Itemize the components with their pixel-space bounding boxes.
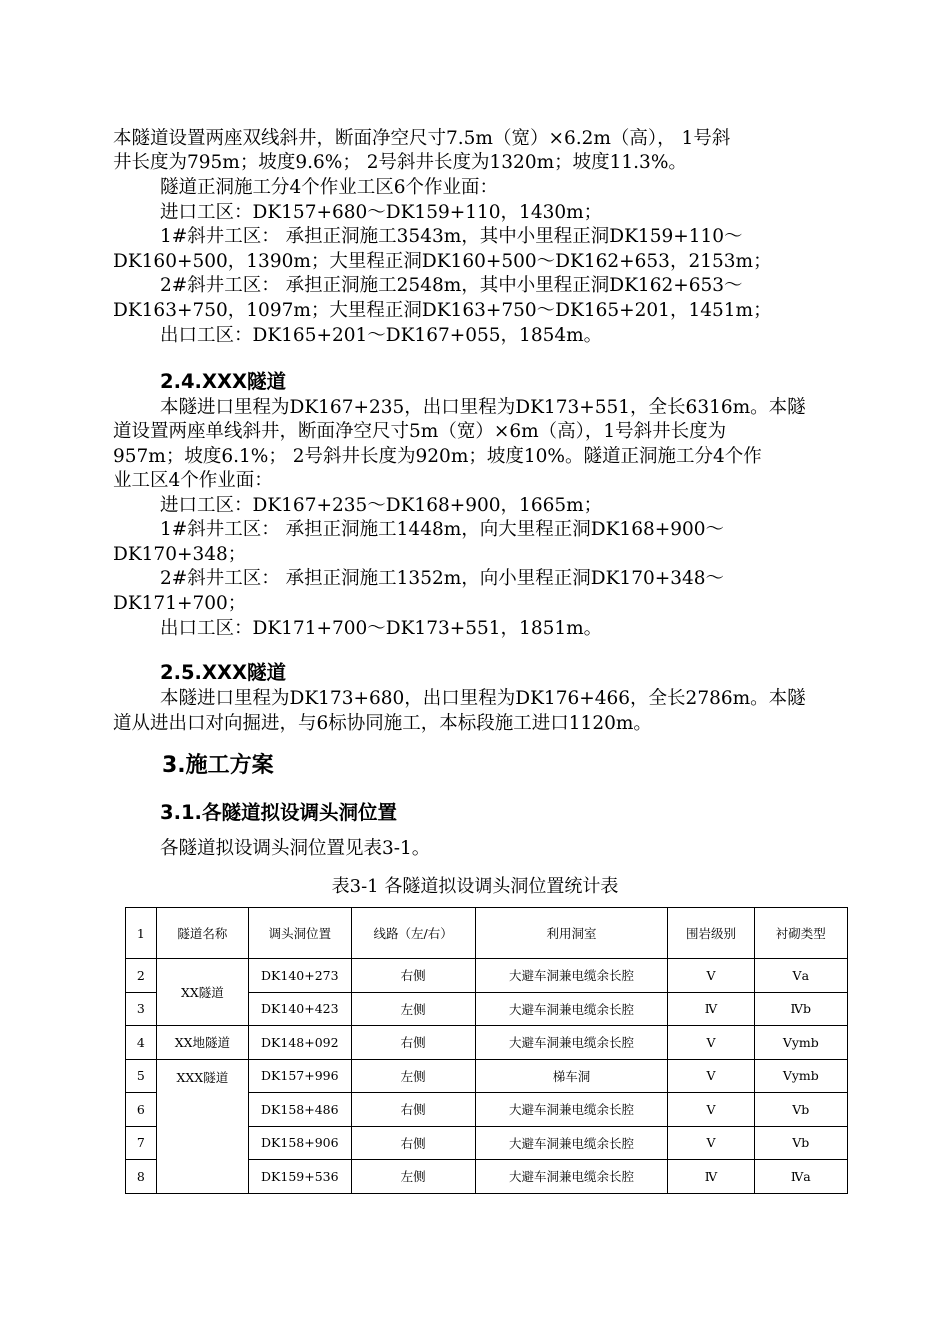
side-cell: 右侧 xyxy=(351,1026,475,1060)
lining-type-cell: Ⅴb xyxy=(754,1126,847,1160)
section-heading-3: 3.施工方案 xyxy=(162,753,274,778)
header-cell: 调头洞位置 xyxy=(248,908,351,959)
lining-type-cell: Ⅴymb xyxy=(754,1026,847,1060)
paragraph-line: 957m；坡度6.1%； 2号斜井长度为920m；坡度10%。隧道正洞施工分4个作 xyxy=(113,446,762,467)
chamber-cell: 大避车洞兼电缆余长腔 xyxy=(475,1126,668,1160)
position-cell: DK140+423 xyxy=(248,992,351,1026)
row-number: 5 xyxy=(126,1059,157,1093)
rock-grade-cell: Ⅳ xyxy=(668,992,754,1026)
paragraph-line: 本隧进口里程为DK167+235，出口里程为DK173+551，全长6316m。本隧 xyxy=(160,397,806,418)
side-cell: 右侧 xyxy=(351,959,475,993)
position-cell: DK158+486 xyxy=(248,1093,351,1127)
side-cell: 左侧 xyxy=(351,1059,475,1093)
paragraph-line: 道设置两座单线斜井，断面净空尺寸5m（宽）×6m（高），1号斜井长度为 xyxy=(113,421,727,442)
header-cell: 利用洞室 xyxy=(475,908,668,959)
lining-type-cell: Ⅳb xyxy=(754,992,847,1026)
row-number: 3 xyxy=(126,992,157,1026)
position-cell: DK148+092 xyxy=(248,1026,351,1060)
chamber-cell: 梯车洞 xyxy=(475,1059,668,1093)
paragraph-line: 隧道正洞施工分4个作业工区6个作业面： xyxy=(160,177,499,198)
paragraph-line: 业工区4个作业面： xyxy=(113,470,273,491)
paragraph-line: 道从进出口对向掘进，与6标协同施工，本标段施工进口1120m。 xyxy=(113,713,652,734)
rock-grade-cell: Ⅴ xyxy=(668,1026,754,1060)
chamber-cell: 大避车洞兼电缆余长腔 xyxy=(475,959,668,993)
position-cell: DK157+996 xyxy=(248,1059,351,1093)
paragraph-line: 进口工区：DK157+680～DK159+110，1430m； xyxy=(160,202,603,223)
paragraph-line: 本隧进口里程为DK173+680，出口里程为DK176+466，全长2786m。本隧 xyxy=(160,688,806,709)
lining-type-cell: Ⅳa xyxy=(754,1160,847,1194)
rock-grade-cell: Ⅴ xyxy=(668,1059,754,1093)
paragraph-line: 本隧道设置两座双线斜井，断面净空尺寸7.5m（宽）×6.2m（高）， 1号斜 xyxy=(113,128,731,149)
chamber-cell: 大避车洞兼电缆余长腔 xyxy=(475,1093,668,1127)
side-cell: 右侧 xyxy=(351,1093,475,1127)
paragraph-line: 进口工区：DK167+235～DK168+900，1665m； xyxy=(160,495,603,516)
side-cell: 左侧 xyxy=(351,992,475,1026)
table-row xyxy=(126,1059,848,1093)
paragraph-line: DK160+500，1390m；大里程正洞DK160+500～DK162+653，2153m； xyxy=(113,251,772,272)
paragraph-line: DK163+750，1097m；大里程正洞DK163+750～DK165+201，1451m； xyxy=(113,300,772,321)
table-row xyxy=(126,959,848,993)
chamber-cell: 大避车洞兼电缆余长腔 xyxy=(475,1160,668,1194)
tunnel-name: XX地隧道 xyxy=(156,1026,248,1060)
paragraph-line: 各隧道拟设调头洞位置见表3-1。 xyxy=(160,838,431,859)
paragraph-line: DK170+348； xyxy=(113,544,247,565)
row-number: 7 xyxy=(126,1126,157,1160)
chamber-cell: 大避车洞兼电缆余长腔 xyxy=(475,1026,668,1060)
tunnel-name: XXX隧道 xyxy=(156,1059,248,1193)
rock-grade-cell: Ⅴ xyxy=(668,1093,754,1127)
row-number: 6 xyxy=(126,1093,157,1127)
paragraph-line: 2#斜井工区： 承担正洞施工2548m，其中小里程正洞DK162+653～ xyxy=(160,275,743,296)
paragraph-line: 1#斜井工区： 承担正洞施工1448m，向大里程正洞DK168+900～ xyxy=(160,519,725,540)
paragraph-line: 2#斜井工区： 承担正洞施工1352m，向小里程正洞DK170+348～ xyxy=(160,568,725,589)
rock-grade-cell: Ⅳ xyxy=(668,1160,754,1194)
table-row xyxy=(126,1026,848,1060)
position-cell: DK140+273 xyxy=(248,959,351,993)
position-cell: DK158+906 xyxy=(248,1126,351,1160)
row-number: 2 xyxy=(126,959,157,993)
section-heading-3-1: 3.1.各隧道拟设调头洞位置 xyxy=(160,801,397,824)
paragraph-line: DK171+700； xyxy=(113,593,247,614)
header-cell: 围岩级别 xyxy=(668,908,754,959)
header-cell: 1 xyxy=(126,908,157,959)
lining-type-cell: Ⅴb xyxy=(754,1093,847,1127)
table-caption: 表3-1 各隧道拟设调头洞位置统计表 xyxy=(331,876,619,897)
lining-type-cell: Ⅴa xyxy=(754,959,847,993)
side-cell: 左侧 xyxy=(351,1160,475,1194)
chamber-cell: 大避车洞兼电缆余长腔 xyxy=(475,992,668,1026)
header-cell: 衬砌类型 xyxy=(754,908,847,959)
tunnel-position-table xyxy=(125,907,848,1194)
paragraph-line: 出口工区：DK165+201～DK167+055，1854m。 xyxy=(160,325,603,346)
row-number: 8 xyxy=(126,1160,157,1194)
paragraph-line: 井长度为795m；坡度9.6%； 2号斜井长度为1320m；坡度11.3%。 xyxy=(113,152,687,173)
rock-grade-cell: Ⅴ xyxy=(668,959,754,993)
header-cell: 线路（左/右） xyxy=(351,908,475,959)
row-number: 4 xyxy=(126,1026,157,1060)
lining-type-cell: Ⅴymb xyxy=(754,1059,847,1093)
table-header-row xyxy=(126,908,848,959)
tunnel-name: XX隧道 xyxy=(156,959,248,1026)
position-cell: DK159+536 xyxy=(248,1160,351,1194)
paragraph-line: 出口工区：DK171+700～DK173+551，1851m。 xyxy=(160,618,603,639)
paragraph-line: 1#斜井工区： 承担正洞施工3543m，其中小里程正洞DK159+110～ xyxy=(160,226,743,247)
section-heading-2-5: 2.5.XXX隧道 xyxy=(160,661,287,684)
side-cell: 右侧 xyxy=(351,1126,475,1160)
section-heading-2-4: 2.4.XXX隧道 xyxy=(160,370,287,393)
rock-grade-cell: Ⅴ xyxy=(668,1126,754,1160)
header-cell: 隧道名称 xyxy=(156,908,248,959)
